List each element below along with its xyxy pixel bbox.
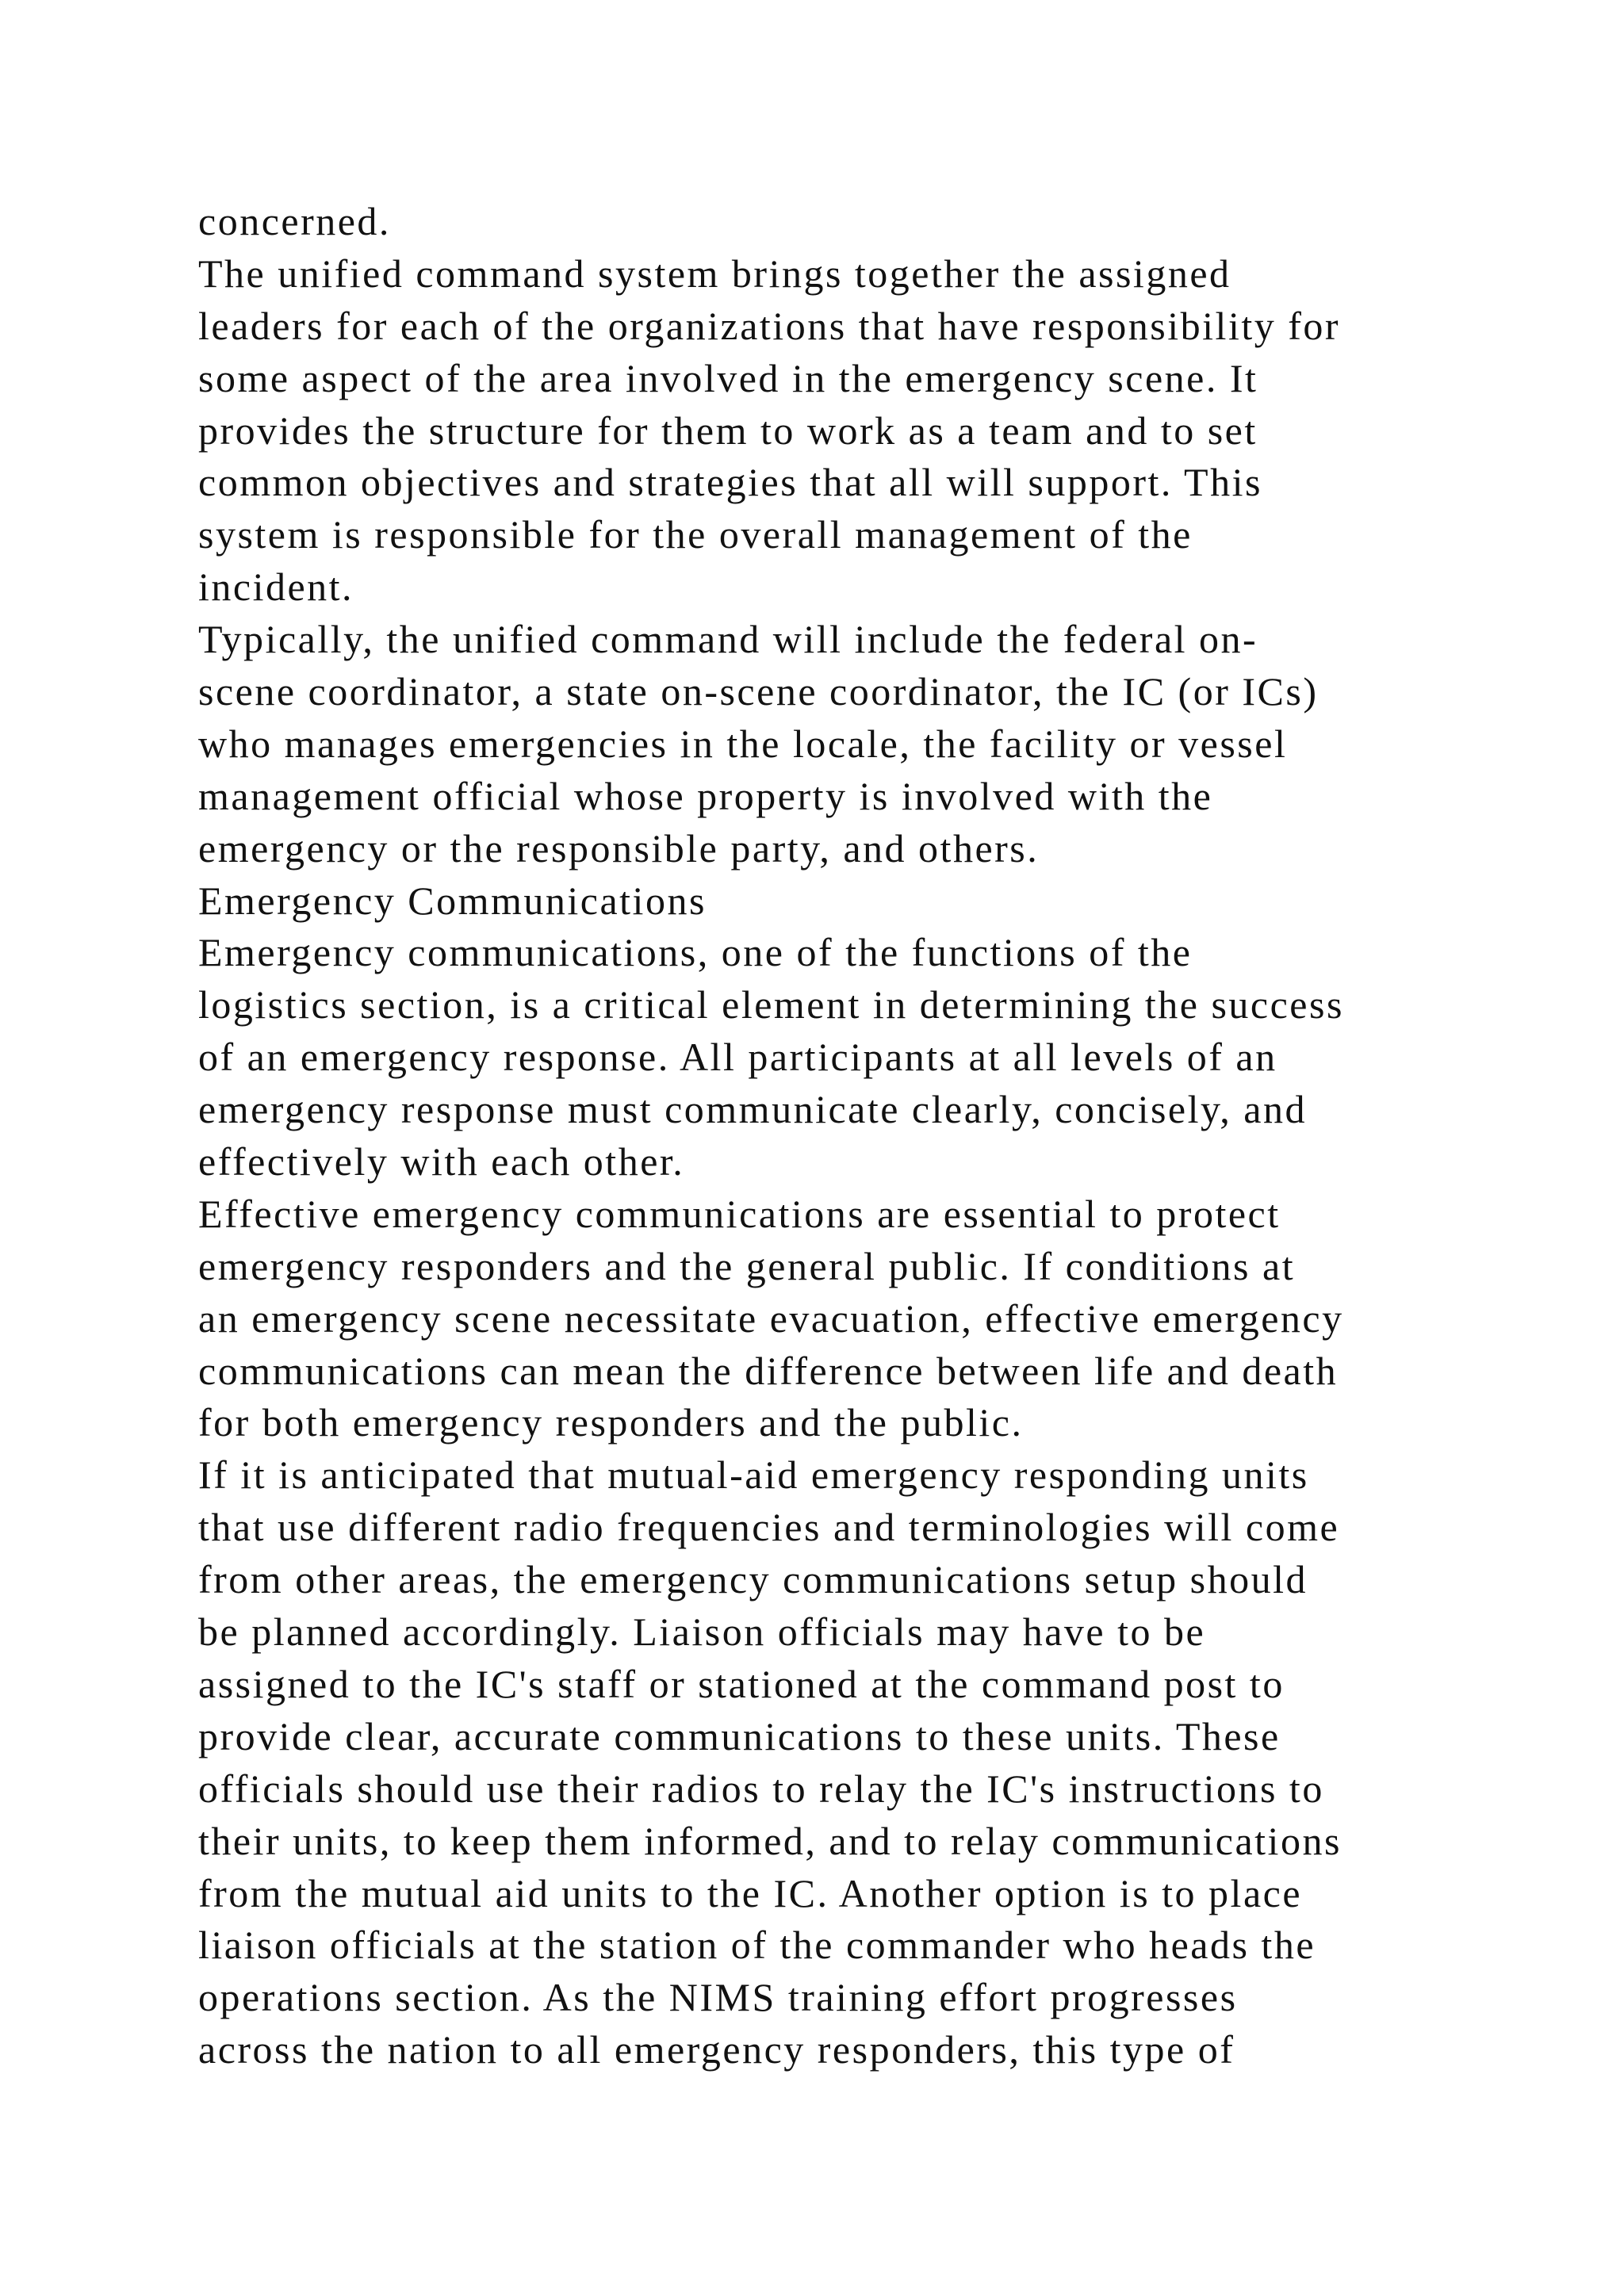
text-line: concerned.	[198, 199, 391, 243]
text-line: Effective emergency communications are essential to protect	[198, 1191, 1281, 1236]
section-heading: Emergency Communications	[198, 878, 707, 923]
text-line: across the nation to all emergency responders, this type of	[198, 2027, 1235, 2072]
text-line: incident.	[198, 564, 354, 610]
text-line: liaison officials at the station of the commander who heads the	[198, 1923, 1316, 1968]
text-line: for both emergency responders and the public.	[198, 1400, 1024, 1445]
text-line: provides the structure for them to work as a team and to set	[198, 408, 1258, 453]
text-line: emergency response must communicate clearly, concisely, and	[198, 1087, 1307, 1132]
text-line: that use different radio frequencies and terminologies will come	[198, 1505, 1340, 1550]
text-line: who manages emergencies in the locale, the facility or vessel	[198, 721, 1288, 766]
text-line: some aspect of the area involved in the emergency scene. It	[198, 355, 1258, 400]
text-line: assigned to the IC's staff or stationed at the command post to	[198, 1661, 1285, 1706]
text-line: If it is anticipated that mutual-aid emergency responding units	[198, 1452, 1309, 1498]
text-line: leaders for each of the organizations that have responsibility for	[198, 303, 1341, 348]
text-line: an emergency scene necessitate evacuation, effective emergency	[198, 1295, 1344, 1341]
text-line: logistics section, is a critical element in determining the success	[198, 982, 1344, 1027]
text-line: their units, to keep them informed, and to relay communications	[198, 1818, 1342, 1863]
text-line: emergency responders and the general public. If conditions at	[198, 1243, 1296, 1288]
text-line: provide clear, accurate communications to these units. These	[198, 1713, 1281, 1758]
text-line: emergency or the responsible party, and others.	[198, 825, 1040, 871]
text-line: of an emergency response. All participants at all levels of an	[198, 1035, 1277, 1080]
text-line: communications can mean the difference between life and death	[198, 1348, 1339, 1393]
text-line: operations section. As the NIMS training effort progresses	[198, 1975, 1238, 2020]
text-line: Emergency communications, one of the functions of the	[198, 930, 1193, 975]
text-line: management official whose property is involved with the	[198, 773, 1213, 818]
text-line: officials should use their radios to relay the IC's instructions to	[198, 1766, 1324, 1811]
text-line: common objectives and strategies that all will support. This	[198, 460, 1262, 505]
text-line: system is responsible for the overall management of the	[198, 512, 1193, 557]
text-line: effectively with each other.	[198, 1139, 685, 1184]
text-line: Typically, the unified command will include the federal on-	[198, 617, 1258, 662]
text-line: from other areas, the emergency communications setup should	[198, 1557, 1308, 1602]
text-line: from the mutual aid units to the IC. Another option is to place	[198, 1870, 1303, 1915]
text-line: be planned accordingly. Liaison officials may have to be	[198, 1609, 1206, 1655]
text-line: scene coordinator, a state on-scene coordinator, the IC (or ICs)	[198, 669, 1319, 714]
document-body-text	[198, 196, 1546, 2076]
text-line: The unified command system brings together the assigned	[198, 251, 1231, 296]
